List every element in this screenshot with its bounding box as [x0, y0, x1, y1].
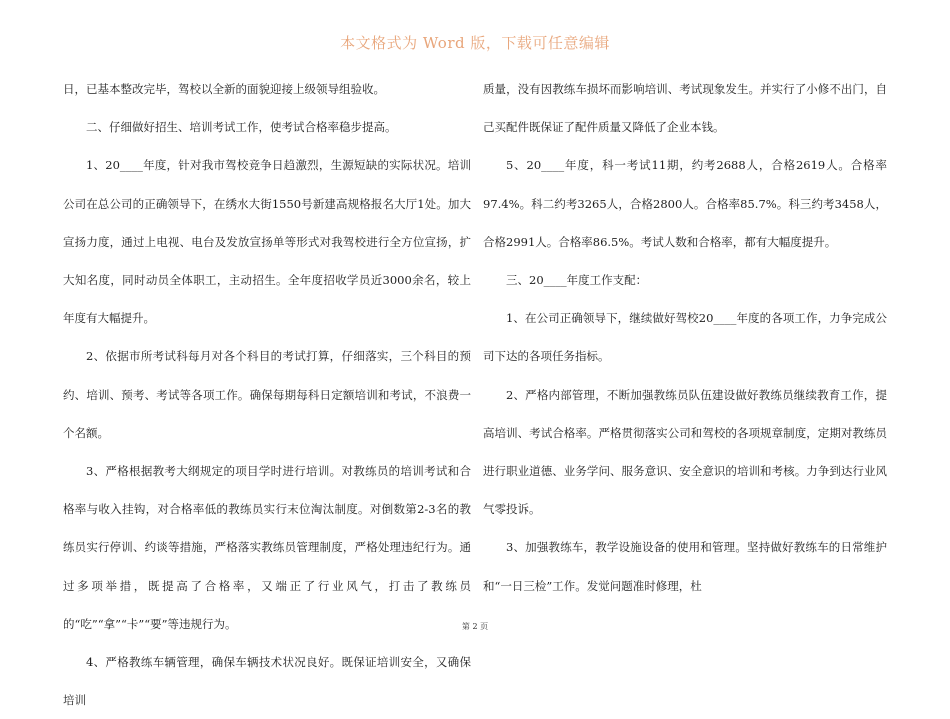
- paragraph: 1、在公司正确领导下，继续做好驾校20____年度的各项工作，力争完成公司下达的各项任务指标。: [483, 311, 887, 364]
- page-number: 第 2 页: [461, 622, 489, 631]
- paragraph: 质量，没有因教练车损坏而影响培训、考试现象发生。并实行了小修不出门，自己买配件既保证了配件质量又降低了企业本钱。: [483, 82, 887, 135]
- right-column: [483, 70, 887, 605]
- paragraph: 3、严格根据教考大纲规定的项目学时进行培训。对教练员的培训考试和合格率与收入挂钩，对合格率低的教练员实行末位淘汰制度。对倒数第2-3名的教练员实行停训、约谈等措施，严格落实教练员管理制度，严格处理违纪行为。通过多项举措，既提高了合格率，又端正了行业风气，打击了教练员的“吃”“拿”“卡”“要”等违规行为。: [63, 464, 471, 631]
- paragraph: 1、20____年度，针对我市驾校竞争日趋激烈，生源短缺的实际状况。培训公司在总公司的正确领导下，在绣水大街1550号新建高规格报名大厅1处。加大宣扬力度，通过上电视、电台及发放宣扬单等形式对我驾校进行全方位宣扬，扩大知名度，同时动员全体职工，主动招生。全年度招收学员近3000余名，较上年度有大幅提升。: [63, 158, 471, 326]
- paragraph: 3、加强教练车，教学设施设备的使用和管理。坚持做好教练车的日常维护和“一日三检”工作。发觉问题准时修理，杜: [483, 540, 887, 593]
- paragraph: 2、严格内部管理，不断加强教练员队伍建设做好教练员继续教育工作，提高培训、考试合格率。严格贯彻落实公司和驾校的各项规章制度，定期对教练员进行职业道德、业务学问、服务意识、安全意识的培训和考核。力争到达行业风气零投诉。: [483, 387, 887, 517]
- download-banner: 本文格式为 Word 版，下载可任意编辑: [340, 34, 610, 52]
- paragraph: 日，已基本整改完毕，驾校以全新的面貌迎接上级领导组验收。: [63, 82, 385, 96]
- paragraph: 5、20____年度，科一考试11期，约考2688人，合格2619人。合格率97.4%。科二约考3265人，合格2800人。合格率85.7%。科三约考3458人，合格2991人。合格率86.5%。考试人数和合格率，都有大幅度提升。: [483, 158, 887, 249]
- paragraph: 三、20____年度工作支配：: [506, 273, 648, 288]
- paragraph: 4、严格教练车辆管理，确保车辆技术状况良好。既保证培训安全，又确保培训: [63, 655, 471, 708]
- paragraph: 2、依据市所考试科每月对各个科目的考试打算，仔细落实，三个科目的预约、培训、预考、考试等各项工作。确保每期每科日定额培训和考试，不浪费一个名额。: [63, 349, 471, 440]
- paragraph: 二、仔细做好招生、培训考试工作，使考试合格率稳步提高。: [86, 120, 397, 135]
